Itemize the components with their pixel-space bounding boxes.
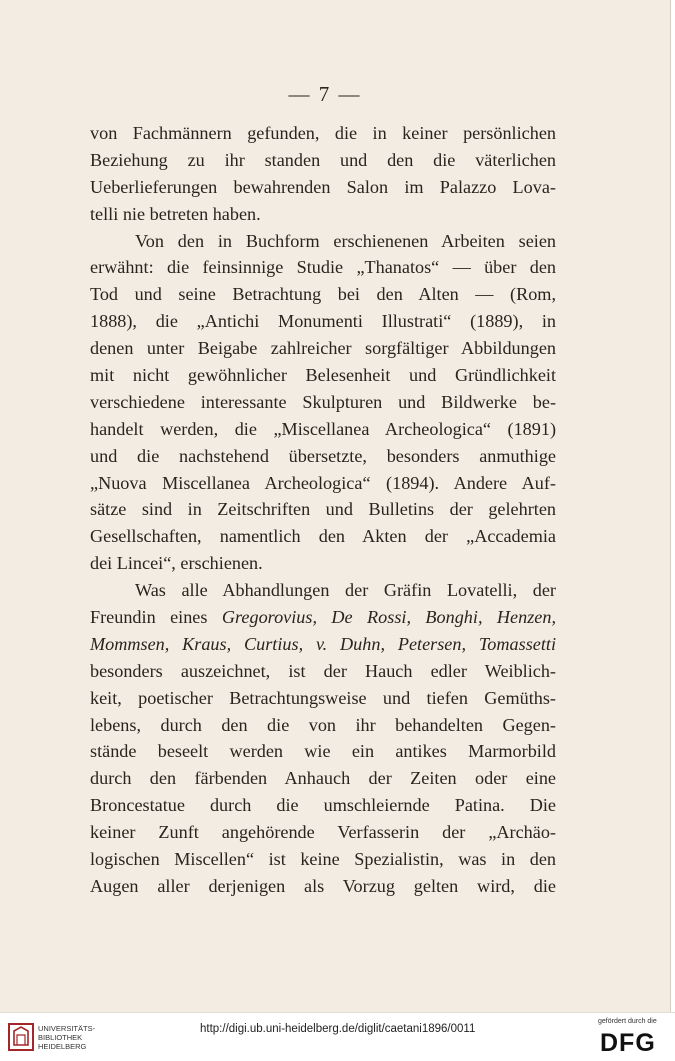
text-line: „Nuova Miscellanea Archeologica“ (1894). Andere Auf- xyxy=(90,472,556,493)
text-line: keiner Zunft angehörende Verfasserin der „Archäo- xyxy=(90,822,556,843)
text-line: besonders auszeichnet, ist der Hauch edler Weiblich- xyxy=(90,660,556,681)
text-line: erwähnt: die feinsinnige Studie „Thanatos“ — über den xyxy=(90,257,556,278)
text-line: Von den in Buchform erschienenen Arbeiten seien xyxy=(135,230,556,251)
text-line: telli nie betreten haben. xyxy=(90,203,261,224)
text-line: Tod und seine Betrachtung bei den Alten — (Rom, xyxy=(90,284,556,305)
viewer-footer xyxy=(0,1012,675,1061)
text-line: Augen aller derjenigen als Vorzug gelten wird, die xyxy=(90,875,556,896)
text-line: Gesellschaften, namentlich den Akten der „Accademia xyxy=(90,526,556,547)
text-line: Beziehung zu ihr standen und den die väterlichen xyxy=(90,149,556,170)
text-line: Was alle Abhandlungen der Gräfin Lovatelli, der xyxy=(135,580,556,601)
text-line: logischen Miscellen“ ist keine Spezialistin, was in den xyxy=(90,849,556,870)
text-line: mit nicht gewöhnlicher Belesenheit und Gründlichkeit xyxy=(90,365,556,386)
text-line: Ueberlieferungen bewahrenden Salon im Palazzo Lova- xyxy=(90,176,556,197)
library-name: UNIVERSITÄTS- BIBLIOTHEK HEIDELBERG xyxy=(38,1024,96,1051)
text-line: dei Lincei“, erschienen. xyxy=(90,553,263,574)
text-line: lebens, durch den die von ihr behandelten Gegen- xyxy=(90,714,556,735)
text-line: stände beseelt werden wie ein antikes Marmorbild xyxy=(90,741,556,762)
text-line: denen unter Beigabe zahlreicher sorgfältiger Abbildungen xyxy=(90,338,556,359)
page-number: — 7 — xyxy=(288,82,362,106)
text-line: verschiedene interessante Skulpturen und Bildwerke be- xyxy=(90,391,556,412)
text-line: Broncestatue durch die umschleiernde Patina. Die xyxy=(90,795,556,816)
text-line: und die nachstehend übersetzte, besonders anmuthige xyxy=(90,445,556,466)
dfg-logo: DFG xyxy=(600,1029,656,1057)
body-text xyxy=(90,120,556,900)
university-seal-icon xyxy=(8,1023,34,1051)
funded-by-label: gefördert durch die xyxy=(598,1018,657,1025)
text-line: 1888), die „Antichi Monumenti Illustrati“ (1889), in xyxy=(90,311,556,332)
text-line: Freundin eines Gregorovius, De Rossi, Bonghi, Henzen, xyxy=(90,607,557,628)
text-line: Mommsen, Kraus, Curtius, v. Duhn, Petersen, Tomassetti xyxy=(90,633,556,654)
text-line: keit, poetischer Betrachtungsweise und tiefen Gemüths- xyxy=(90,687,556,708)
text-line: sätze sind in Zeitschriften und Bulletins der gelehrten xyxy=(90,499,556,520)
text-line: handelt werden, die „Miscellanea Archeologica“ (1891) xyxy=(90,418,556,439)
source-url-link[interactable]: http://digi.ub.uni-heidelberg.de/diglit/caetani1896/0011 xyxy=(200,1023,476,1035)
text-line: durch den färbenden Anhauch der Zeiten oder eine xyxy=(90,768,556,789)
text-line: von Fachmännern gefunden, die in keiner persönlichen xyxy=(90,123,556,143)
